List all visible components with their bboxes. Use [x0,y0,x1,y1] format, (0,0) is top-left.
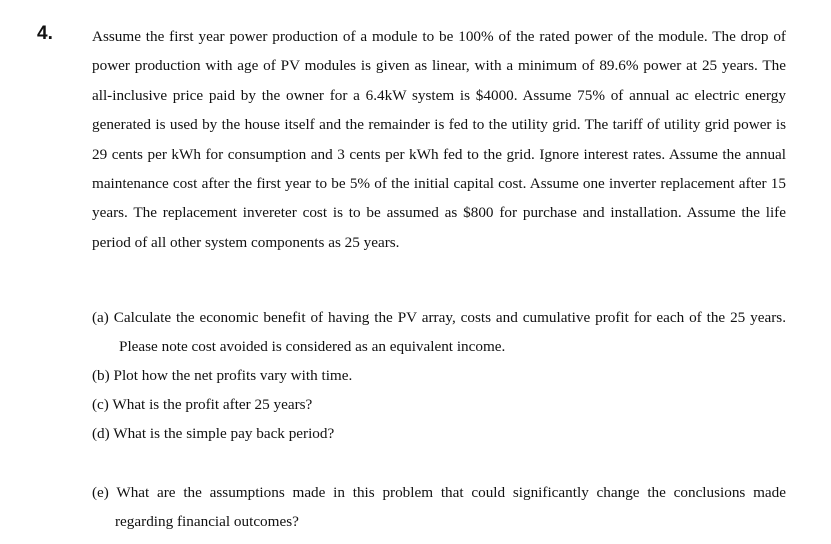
part-text: Calculate the economic benefit of having the PV array, costs and cumulative profit for each of the 25 years. Please note cost avoided is considered as an equivalent income. [113,309,786,355]
question-part-c [92,390,786,419]
part-text: What is the simple pay back period? [113,425,335,442]
question-number: 4. [37,23,53,44]
part-label: (a) [92,309,109,326]
question-part-a [92,303,786,361]
question-body: Assume the first year power production of a module to be 100% of the rated power of the module. The drop of power production with age of PV modules is given as linear, with a minimum of 89.6% power at 25 years. The all-inclusive price paid by the owner for a 6.4kW system is $4000. Assume 75% of annual ac electric energy generated is used by the house itself and the remainder is fed to the utility grid. The tariff of utility grid power is 29 cents per kWh for consumption and 3 cents per kWh fed to the grid. Ignore interest rates. Assume the annual maintenance cost after the first year to be 5% of the initial capital cost. Assume one inverter replacement after 15 years. The replacement invereter cost is to be assumed as $800 for purchase and installation. Assume the life period of all other system components as 25 years. [92,28,786,251]
part-label: (e) [92,484,109,501]
question-part-e [92,478,786,536]
question-part-b [92,361,786,390]
part-label: (d) [92,425,110,442]
part-text: What are the assumptions made in this problem that could significantly change the conclusions made regarding financial outcomes? [115,484,786,530]
question-part-d [92,419,786,448]
part-label: (b) [92,367,110,384]
part-label: (c) [92,396,109,413]
part-text: What is the profit after 25 years? [112,396,313,413]
part-text: Plot how the net profits vary with time. [113,367,353,384]
